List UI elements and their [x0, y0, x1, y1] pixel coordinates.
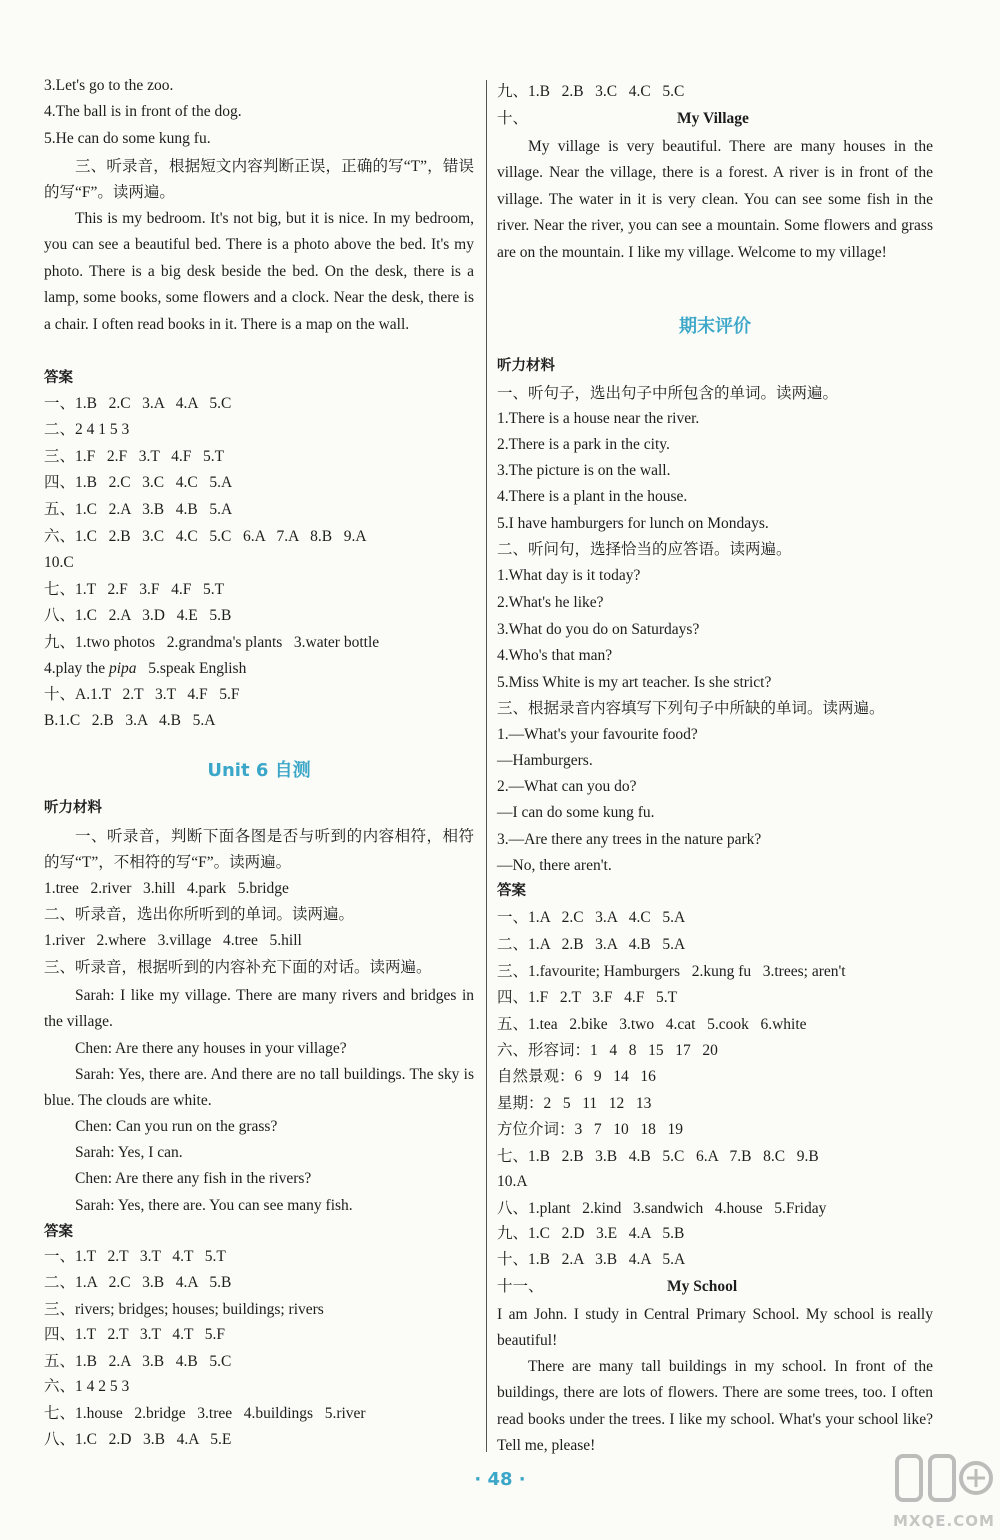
answer-line: 四、1.T 2.T 3.T 4.T 5.F [44, 1326, 225, 1343]
u6-q2-instruction: 二、听录音，选出你所听到的单词。读两遍。 [44, 906, 355, 923]
answer-line: 星期：2 5 11 12 13 [497, 1095, 652, 1112]
village-title: My Village [677, 110, 749, 127]
column-divider [486, 80, 487, 1452]
answer-line: 二、2 4 1 5 3 [44, 421, 130, 438]
f-q3-instruction: 三、根据录音内容填写下列句子中所缺的单词。读两遍。 [497, 700, 885, 717]
village-heading-line [497, 109, 933, 129]
answer-line: 九、1.two photos 2.grandma's plants 3.water bottle [44, 634, 380, 651]
u6-q1-words: 1.tree 2.river 3.hill 4.park 5.bridge [44, 880, 289, 897]
answer-line: 五、1.tea 2.bike 3.two 4.cat 5.cook 6.white [497, 1016, 807, 1033]
sentence-line: 3.The picture is on the wall. [497, 462, 671, 479]
answer-line: 三、rivers; bridges; houses; buildings; rivers [44, 1301, 324, 1318]
dialogue-line: Sarah: Yes, there are. And there are no tall buildings. The sky is blue. The clouds are white. [44, 1066, 474, 1110]
answer-line: 四、1.F 2.T 3.F 4.F 5.T [497, 989, 678, 1006]
sentence-line: —No, there aren't. [497, 857, 612, 874]
answer-line: 二、1.A 2.C 3.B 4.A 5.B [44, 1274, 232, 1291]
dialogue-line: Sarah: Yes, I can. [75, 1144, 183, 1161]
answer-line: 九、1.B 2.B 3.C 4.C 5.C [497, 83, 685, 100]
dialogue-line: Chen: Can you run on the grass? [75, 1118, 278, 1135]
school-heading-line [497, 1277, 933, 1297]
sentence-line: 3.—Are there any trees in the nature park? [497, 831, 762, 848]
answer-line: 三、1.favourite; Hamburgers 2.kung fu 3.trees; aren't [497, 963, 846, 980]
answer-line: B.1.C 2.B 3.A 4.B 5.A [44, 712, 216, 729]
watermark-seal-icon [893, 1448, 993, 1510]
dialogue-line: Sarah: Yes, there are. You can see many fish. [75, 1197, 353, 1214]
line: 4.The ball is in front of the dog. [44, 103, 242, 120]
final-review-title: 期末评价 [679, 316, 751, 337]
sentence-line: 2.—What can you do? [497, 778, 637, 795]
sentence-line: 1.—What's your favourite food? [497, 726, 698, 743]
answer-line: 一、1.A 2.C 3.A 4.C 5.A [497, 909, 686, 926]
answer-text: 5.speak English [136, 660, 247, 677]
answer-line: 10.A [497, 1173, 528, 1190]
answer-line: 一、1.T 2.T 3.T 4.T 5.T [44, 1248, 226, 1265]
answer-line: 五、1.C 2.A 3.B 4.B 5.A [44, 501, 233, 518]
answer-line-pipa [44, 659, 474, 679]
answer-line: 八、1.plant 2.kind 3.sandwich 4.house 5.Friday [497, 1200, 827, 1217]
u6-q3-instruction: 三、听录音，根据听到的内容补充下面的对话。读两遍。 [44, 959, 432, 976]
listening-label: 听力材料 [44, 800, 102, 816]
sentence-line: 1.What day is it today? [497, 567, 641, 584]
watermark-text: MXQE.COM [893, 1512, 995, 1530]
school-title: My School [667, 1278, 738, 1295]
answer-line: 七、1.T 2.F 3.F 4.F 5.T [44, 581, 225, 598]
line: 3.Let's go to the zoo. [44, 77, 174, 94]
f-q1-instruction: 一、听句子，选出句子中所包含的单词。读两遍。 [497, 385, 839, 402]
dialogue-line: Sarah: I like my village. There are many rivers and bridges in the village. [44, 987, 474, 1031]
unit6-title: Unit 6 自测 [207, 760, 311, 781]
dialogue-line: Chen: Are there any houses in your village? [75, 1040, 347, 1057]
village-passage: My village is very beautiful. There are many houses in the village. Near the village, there is a forest. A river is in front of the village. The water in it is very clean. You can see some fish in the river. Near the river, you can see a mountain. Some flowers and grass are on the mountain. I like my village. Welcome to my village! [497, 138, 933, 261]
bedroom-passage: This is my bedroom. It's not big, but it is nice. In my bedroom, you can see a beautiful bed. There is a photo above the bed. It's my photo. There is a big desk beside the bed. On the desk, there is a lamp, some books, some flowers and a clock. Near the desk, there is a chair. I often read books in it. There is a map on the wall. [44, 210, 474, 333]
answer-line: 方位介词：3 7 10 18 19 [497, 1121, 684, 1138]
answer-line: 四、1.B 2.C 3.C 4.C 5.A [44, 474, 233, 491]
answer-line: 九、1.C 2.D 3.E 4.A 5.B [497, 1225, 685, 1242]
sentence-line: 3.What do you do on Saturdays? [497, 621, 700, 638]
sentence-line: 2.There is a park in the city. [497, 436, 670, 453]
listening-label: 听力材料 [497, 358, 555, 374]
answer-line: 二、1.A 2.B 3.A 4.B 5.A [497, 936, 686, 953]
u6-q1-instruction: 一、听录音，判断下面各图是否与听到的内容相符，相符的写“T”，不相符的写“F”。读两遍。 [44, 828, 474, 871]
page-number: · 48 · [474, 1469, 526, 1490]
watermark-logo [893, 1448, 993, 1532]
sentence-line: 2.What's he like? [497, 594, 604, 611]
sentence-line: —I can do some kung fu. [497, 804, 655, 821]
answer-line: 六、1 4 2 5 3 [44, 1378, 130, 1395]
sentence-line: 5.Miss White is my art teacher. Is she strict? [497, 674, 772, 691]
dialogue-line: Chen: Are there any fish in the rivers? [75, 1170, 312, 1187]
q3-instruction: 三、听录音，根据短文内容判断正误，正确的写“T”，错误的写“F”。读两遍。 [44, 158, 474, 201]
answer-line: 八、1.C 2.A 3.D 4.E 5.B [44, 607, 232, 624]
answer-line: 六、1.C 2.B 3.C 4.C 5.C 6.A 7.A 8.B 9.A [44, 528, 367, 545]
u6-answers-label: 答案 [44, 1224, 73, 1240]
question-number: 十、 [497, 110, 529, 127]
question-number: 十一、 [497, 1278, 544, 1295]
sentence-line: 4.Who's that man? [497, 647, 613, 664]
answer-line: 七、1.house 2.bridge 3.tree 4.buildings 5.river [44, 1405, 366, 1422]
answer-italic: pipa [109, 660, 137, 677]
answer-line: 一、1.B 2.C 3.A 4.A 5.C [44, 395, 232, 412]
answer-text: 4.play the [44, 660, 109, 677]
answers-label: 答案 [497, 883, 526, 899]
answer-line: 十、1.B 2.A 3.B 4.A 5.A [497, 1251, 686, 1268]
sentence-line: 5.I have hamburgers for lunch on Mondays. [497, 515, 769, 532]
school-paragraph-1: I am John. I study in Central Primary School. My school is really beautiful! [497, 1306, 933, 1350]
line: 5.He can do some kung fu. [44, 130, 211, 147]
answers-label: 答案 [44, 370, 73, 386]
sentence-line: 4.There is a plant in the house. [497, 488, 688, 505]
answer-line: 10.C [44, 554, 74, 571]
answer-line: 八、1.C 2.D 3.B 4.A 5.E [44, 1431, 232, 1448]
school-paragraph-2: There are many tall buildings in my school. In front of the buildings, there are lots of flowers. There are some trees, too. I often read books under the trees. I like my school. What's your school like? Tell me, please! [497, 1358, 933, 1455]
answer-line: 六、形容词：1 4 8 15 17 20 [497, 1042, 718, 1059]
sentence-line: 1.There is a house near the river. [497, 410, 700, 427]
answer-line: 十、A.1.T 2.T 3.T 4.F 5.F [44, 686, 240, 703]
answer-line: 三、1.F 2.F 3.T 4.F 5.T [44, 448, 225, 465]
answer-line: 五、1.B 2.A 3.B 4.B 5.C [44, 1353, 232, 1370]
answer-line: 自然景观：6 9 14 16 [497, 1068, 656, 1085]
sentence-line: —Hamburgers. [497, 752, 593, 769]
u6-q2-words: 1.river 2.where 3.village 4.tree 5.hill [44, 932, 302, 949]
f-q2-instruction: 二、听问句，选择恰当的应答语。读两遍。 [497, 541, 792, 558]
answer-line: 七、1.B 2.B 3.B 4.B 5.C 6.A 7.B 8.C 9.B [497, 1148, 819, 1165]
